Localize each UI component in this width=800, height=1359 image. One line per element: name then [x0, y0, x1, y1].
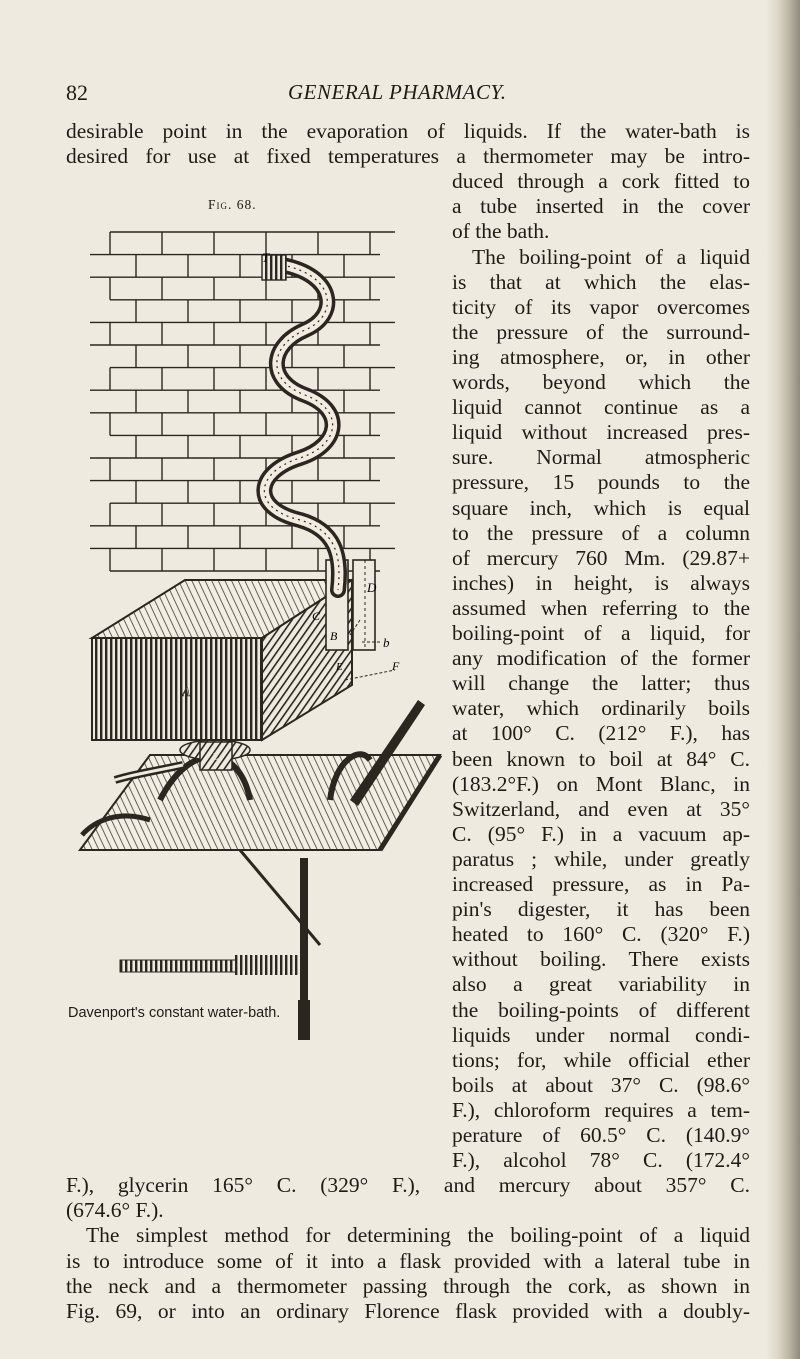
text-line: of the bath.	[452, 219, 550, 244]
text-line: F.), alcohol 78° C. (172.4°	[452, 1148, 750, 1173]
text-line: liquids under normal condi-	[452, 1022, 750, 1047]
text-line: the pressure of the surround-	[452, 319, 750, 344]
figure-caption: Davenport's constant water-bath.	[68, 1005, 281, 1021]
text-line: The simplest method for determining the boiling-point of a liquid	[86, 1223, 750, 1248]
text-line: boiling-point of a liquid, for	[452, 621, 750, 645]
text-line: the neck and a thermometer passing through the cork, as shown in	[66, 1273, 750, 1298]
text-line: also a great variability in	[452, 972, 750, 997]
text-line: is to introduce some of it into a flask provided with a lateral tube in	[66, 1248, 750, 1273]
page-number: 82	[66, 80, 88, 105]
figure-letter-f: F	[392, 659, 400, 673]
text-line: water, which ordinarily boils	[452, 696, 750, 721]
text-line: F.), glycerin 165° C. (329° F.), and mercury about 357° C.	[66, 1173, 750, 1198]
figure-letter-b-upper: B	[330, 629, 338, 643]
text-line: liquid cannot continue as a	[452, 395, 750, 420]
text-line: words, beyond which the	[452, 370, 750, 394]
text-line: ticity of its vapor overcomes	[452, 294, 750, 319]
text-line: desirable point in the evaporation of liquids. If the water-bath is	[66, 119, 750, 143]
text-line: of mercury 760 Mm. (29.87+	[452, 545, 750, 570]
figure-letter-c: C	[312, 609, 321, 623]
text-line: duced through a cork fitted to	[452, 169, 750, 194]
text-line: (674.6° F.).	[66, 1198, 164, 1223]
text-line: square inch, which is equal	[452, 495, 750, 520]
figure-letter-b-lower: b	[383, 635, 390, 650]
figure-letter-d: D	[367, 580, 377, 595]
figure-letter-a: A	[182, 684, 190, 699]
text-line: assumed when referring to the	[452, 595, 750, 620]
text-line: inches) in height, is always	[452, 570, 750, 595]
figure-letter-e: E	[336, 661, 343, 673]
figure-label: Fig. 68.	[208, 197, 257, 212]
text-line: C. (95° F.) in a vacuum ap-	[452, 821, 750, 846]
text-line: a tube inserted in the cover	[452, 194, 750, 219]
text-line: is that at which the elas-	[452, 269, 750, 294]
text-line: been known to boil at 84° C.	[452, 746, 750, 771]
figure-letter-l: L	[212, 751, 219, 763]
text-line: heated to 160° C. (320° F.)	[452, 922, 750, 947]
text-line: sure. Normal atmospheric	[452, 445, 750, 470]
bath-front	[92, 638, 262, 740]
text-line: without boiling. There exists	[452, 947, 750, 972]
running-head: GENERAL PHARMACY.	[288, 80, 507, 104]
text-line: paratus ; while, under greatly	[452, 846, 750, 871]
text-line: The boiling-point of a liquid	[472, 244, 750, 269]
text-line: F.), chloroform requires a tem-	[452, 1097, 750, 1122]
text-line: any modification of the former	[452, 646, 750, 671]
text-line: pin's digester, it has been	[452, 897, 750, 922]
text-line: (183.2°F.) on Mont Blanc, in	[452, 771, 750, 796]
text-line: liquid without increased pres-	[452, 420, 750, 445]
text-line: pressure, 15 pounds to the	[452, 470, 750, 495]
text-line: ing atmosphere, or, in other	[452, 344, 750, 369]
text-line: to the pressure of a column	[452, 520, 750, 545]
text-line: will change the latter; thus	[452, 671, 750, 696]
text-line: perature of 60.5° C. (140.9°	[452, 1123, 750, 1147]
text-line: Switzerland, and even at 35°	[452, 796, 750, 821]
text-line: the boiling-points of different	[452, 997, 750, 1022]
brick-wall	[90, 232, 395, 571]
text-line: tions; for, while official ether	[452, 1047, 750, 1072]
text-line: at 100° C. (212° F.), has	[452, 721, 750, 746]
text-line: Fig. 69, or into an ordinary Florence flask provided with a doubly-	[66, 1298, 750, 1323]
figure-letter-t: T	[262, 250, 270, 265]
table-top	[80, 755, 440, 850]
text-line: desired for use at fixed temperatures a thermometer may be intro-	[66, 144, 750, 169]
text-line: increased pressure, as in Pa-	[452, 872, 750, 896]
text-line: boils at about 37° C. (98.6°	[452, 1072, 750, 1097]
